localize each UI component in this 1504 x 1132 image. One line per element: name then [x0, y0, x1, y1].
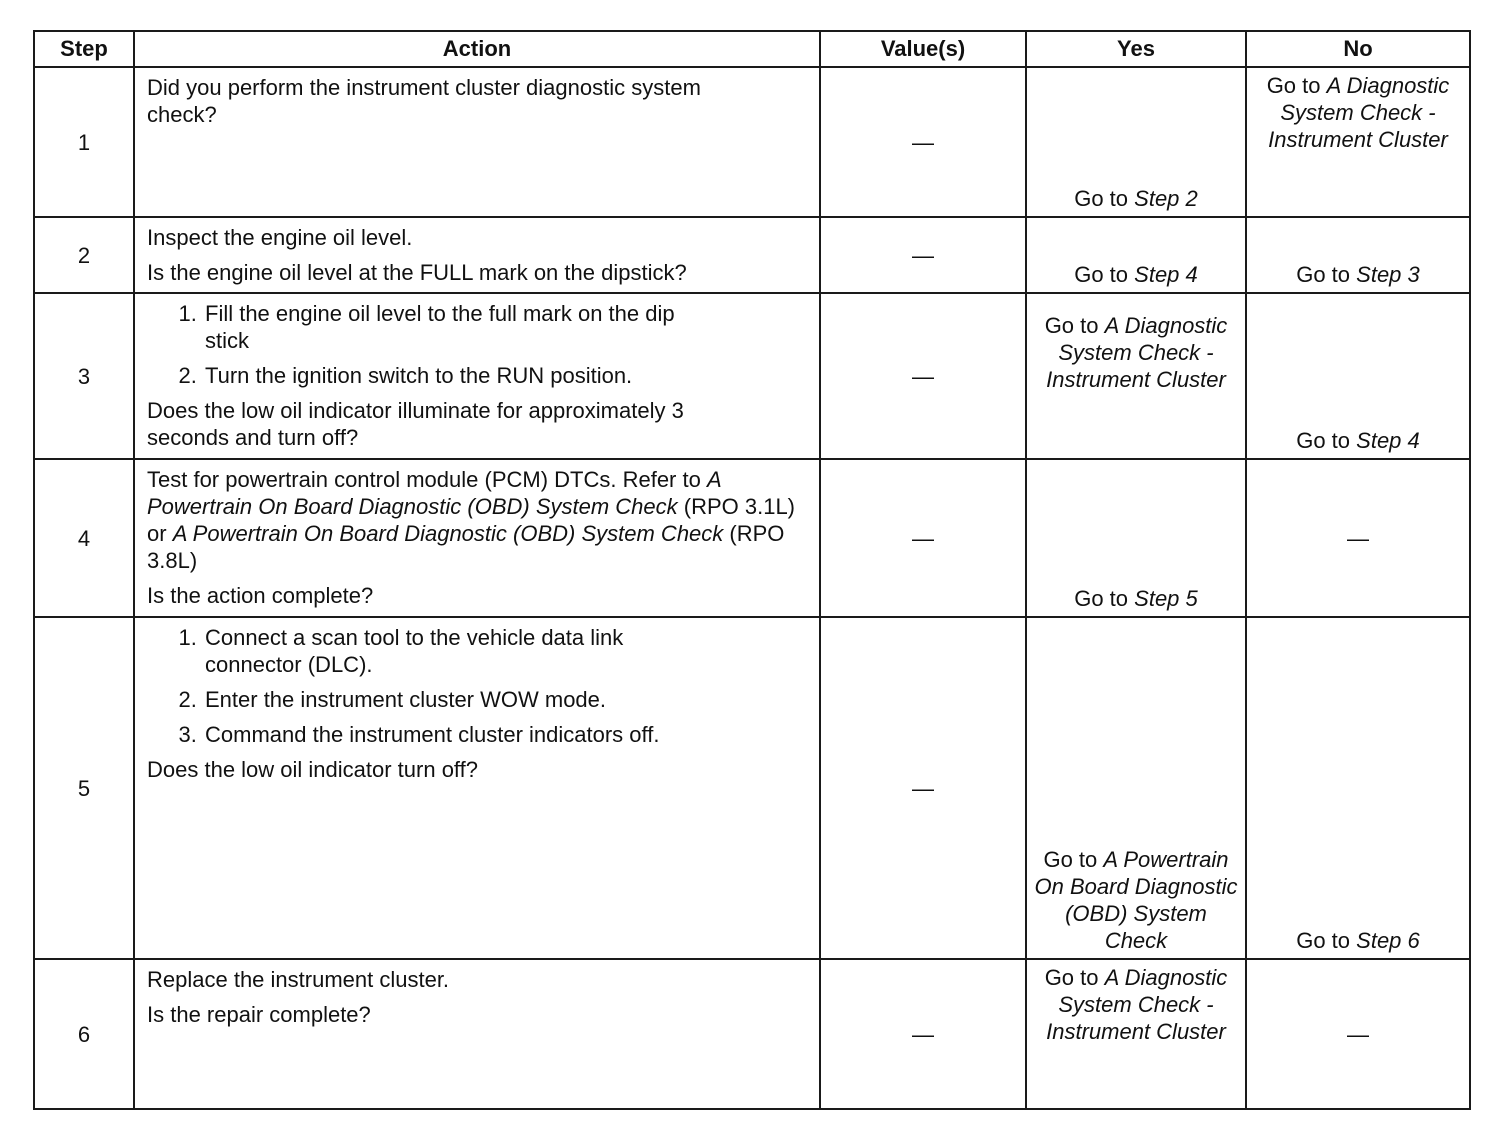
- dash-value: —: [912, 242, 934, 268]
- obd-check-ref-38: A Powertrain On Board Diagnostic (OBD) System Check: [172, 521, 724, 546]
- no-cell: [1246, 217, 1470, 293]
- header-action: Action: [134, 31, 820, 67]
- step-number: 4: [34, 459, 134, 617]
- dash-value: —: [912, 363, 934, 389]
- goto-label: Go to: [1074, 186, 1129, 211]
- action-text-c: (RPO 3.1L) or: [147, 494, 796, 546]
- action-cell: [134, 617, 820, 959]
- list-item: 2. Enter the instrument cluster WOW mode.: [203, 686, 809, 713]
- value-cell: [820, 217, 1026, 293]
- value-cell: [820, 67, 1026, 217]
- no-cell: [1246, 459, 1470, 617]
- table-row: [34, 459, 1470, 617]
- list-item: 1. Fill the engine oil level to the full mark on the dip stick: [203, 300, 715, 354]
- goto-label: Go to: [1074, 586, 1129, 611]
- action-text-a: Test for powertrain control module (PCM) DTCs. Refer to: [147, 467, 707, 492]
- step-number: 1: [34, 67, 134, 217]
- table-row: [34, 959, 1470, 1109]
- yes-target: A Diagnostic System Check - Instrument Cluster: [1046, 313, 1228, 392]
- yes-target: Step 2: [1134, 186, 1198, 211]
- no-cell: [1246, 617, 1470, 959]
- header-step: Step: [34, 31, 134, 67]
- value-cell: [820, 459, 1026, 617]
- goto-label: Go to: [1296, 262, 1351, 287]
- action-cell: [134, 217, 820, 293]
- action-text: Did you perform the instrument cluster diagnostic system check?: [147, 75, 701, 127]
- goto-label: Go to: [1044, 965, 1099, 990]
- dash-value: —: [912, 775, 934, 801]
- action-question: Does the low oil indicator turn off?: [147, 757, 478, 782]
- yes-target: Step 5: [1134, 586, 1198, 611]
- action-cell: [134, 293, 820, 459]
- list-item: 3. Command the instrument cluster indicators off.: [203, 721, 809, 748]
- yes-target: Step 4: [1134, 262, 1198, 287]
- action-text: Replace the instrument cluster.: [147, 967, 450, 992]
- yes-cell: [1026, 617, 1246, 959]
- step-number: 6: [34, 959, 134, 1109]
- goto-label: Go to: [1296, 428, 1351, 453]
- yes-target: A Diagnostic System Check - Instrument Cluster: [1046, 965, 1228, 1044]
- header-yes: Yes: [1026, 31, 1246, 67]
- action-text: Inspect the engine oil level.: [147, 225, 413, 250]
- action-question: Is the repair complete?: [147, 1002, 371, 1027]
- list-item: 2. Turn the ignition switch to the RUN position.: [203, 362, 809, 389]
- action-question: Is the action complete?: [147, 583, 374, 608]
- yes-cell: [1026, 293, 1246, 459]
- yes-cell: [1026, 67, 1246, 217]
- table-row: [34, 217, 1470, 293]
- goto-label: Go to: [1043, 847, 1098, 872]
- table-row: [34, 67, 1470, 217]
- table-row: [34, 293, 1470, 459]
- table-row: [34, 617, 1470, 959]
- dash-value: —: [1347, 1021, 1369, 1047]
- step-number: 3: [34, 293, 134, 459]
- value-cell: [820, 959, 1026, 1109]
- list-item: 1. Connect a scan tool to the vehicle data link connector (DLC).: [203, 624, 715, 678]
- obd-check-ref-31: A Powertrain On Board Diagnostic (OBD) System Check: [147, 467, 721, 519]
- action-steps-list: [147, 624, 809, 748]
- header-row: [34, 31, 1470, 67]
- no-target: Step 4: [1356, 428, 1420, 453]
- dash-value: —: [1347, 525, 1369, 551]
- goto-label: Go to: [1266, 73, 1321, 98]
- action-text: [147, 466, 809, 574]
- action-cell: [134, 459, 820, 617]
- no-cell: [1246, 67, 1470, 217]
- action-cell: [134, 67, 820, 217]
- yes-cell: [1026, 959, 1246, 1109]
- goto-label: Go to: [1074, 262, 1129, 287]
- step-number: 2: [34, 217, 134, 293]
- goto-label: Go to: [1296, 928, 1351, 953]
- action-question: Is the engine oil level at the FULL mark on the dipstick?: [147, 260, 687, 285]
- diagnostic-table: [33, 30, 1471, 1110]
- action-steps-list: [147, 300, 809, 389]
- yes-target: A Powertrain On Board Diagnostic (OBD) System Check: [1034, 847, 1238, 953]
- no-target: A Diagnostic System Check - Instrument Cluster: [1268, 73, 1450, 152]
- no-cell: [1246, 959, 1470, 1109]
- dash-value: —: [912, 1021, 934, 1047]
- value-cell: [820, 617, 1026, 959]
- no-target: Step 3: [1356, 262, 1420, 287]
- dash-value: —: [912, 129, 934, 155]
- header-no: No: [1246, 31, 1470, 67]
- header-values: Value(s): [820, 31, 1026, 67]
- action-cell: [134, 959, 820, 1109]
- value-cell: [820, 293, 1026, 459]
- dash-value: —: [912, 525, 934, 551]
- yes-cell: [1026, 459, 1246, 617]
- action-question: Does the low oil indicator illuminate for approximately 3 seconds and turn off?: [147, 398, 684, 450]
- action-text-e: (RPO 3.8L): [147, 521, 785, 573]
- goto-label: Go to: [1044, 313, 1099, 338]
- no-cell: [1246, 293, 1470, 459]
- yes-cell: [1026, 217, 1246, 293]
- step-number: 5: [34, 617, 134, 959]
- no-target: Step 6: [1356, 928, 1420, 953]
